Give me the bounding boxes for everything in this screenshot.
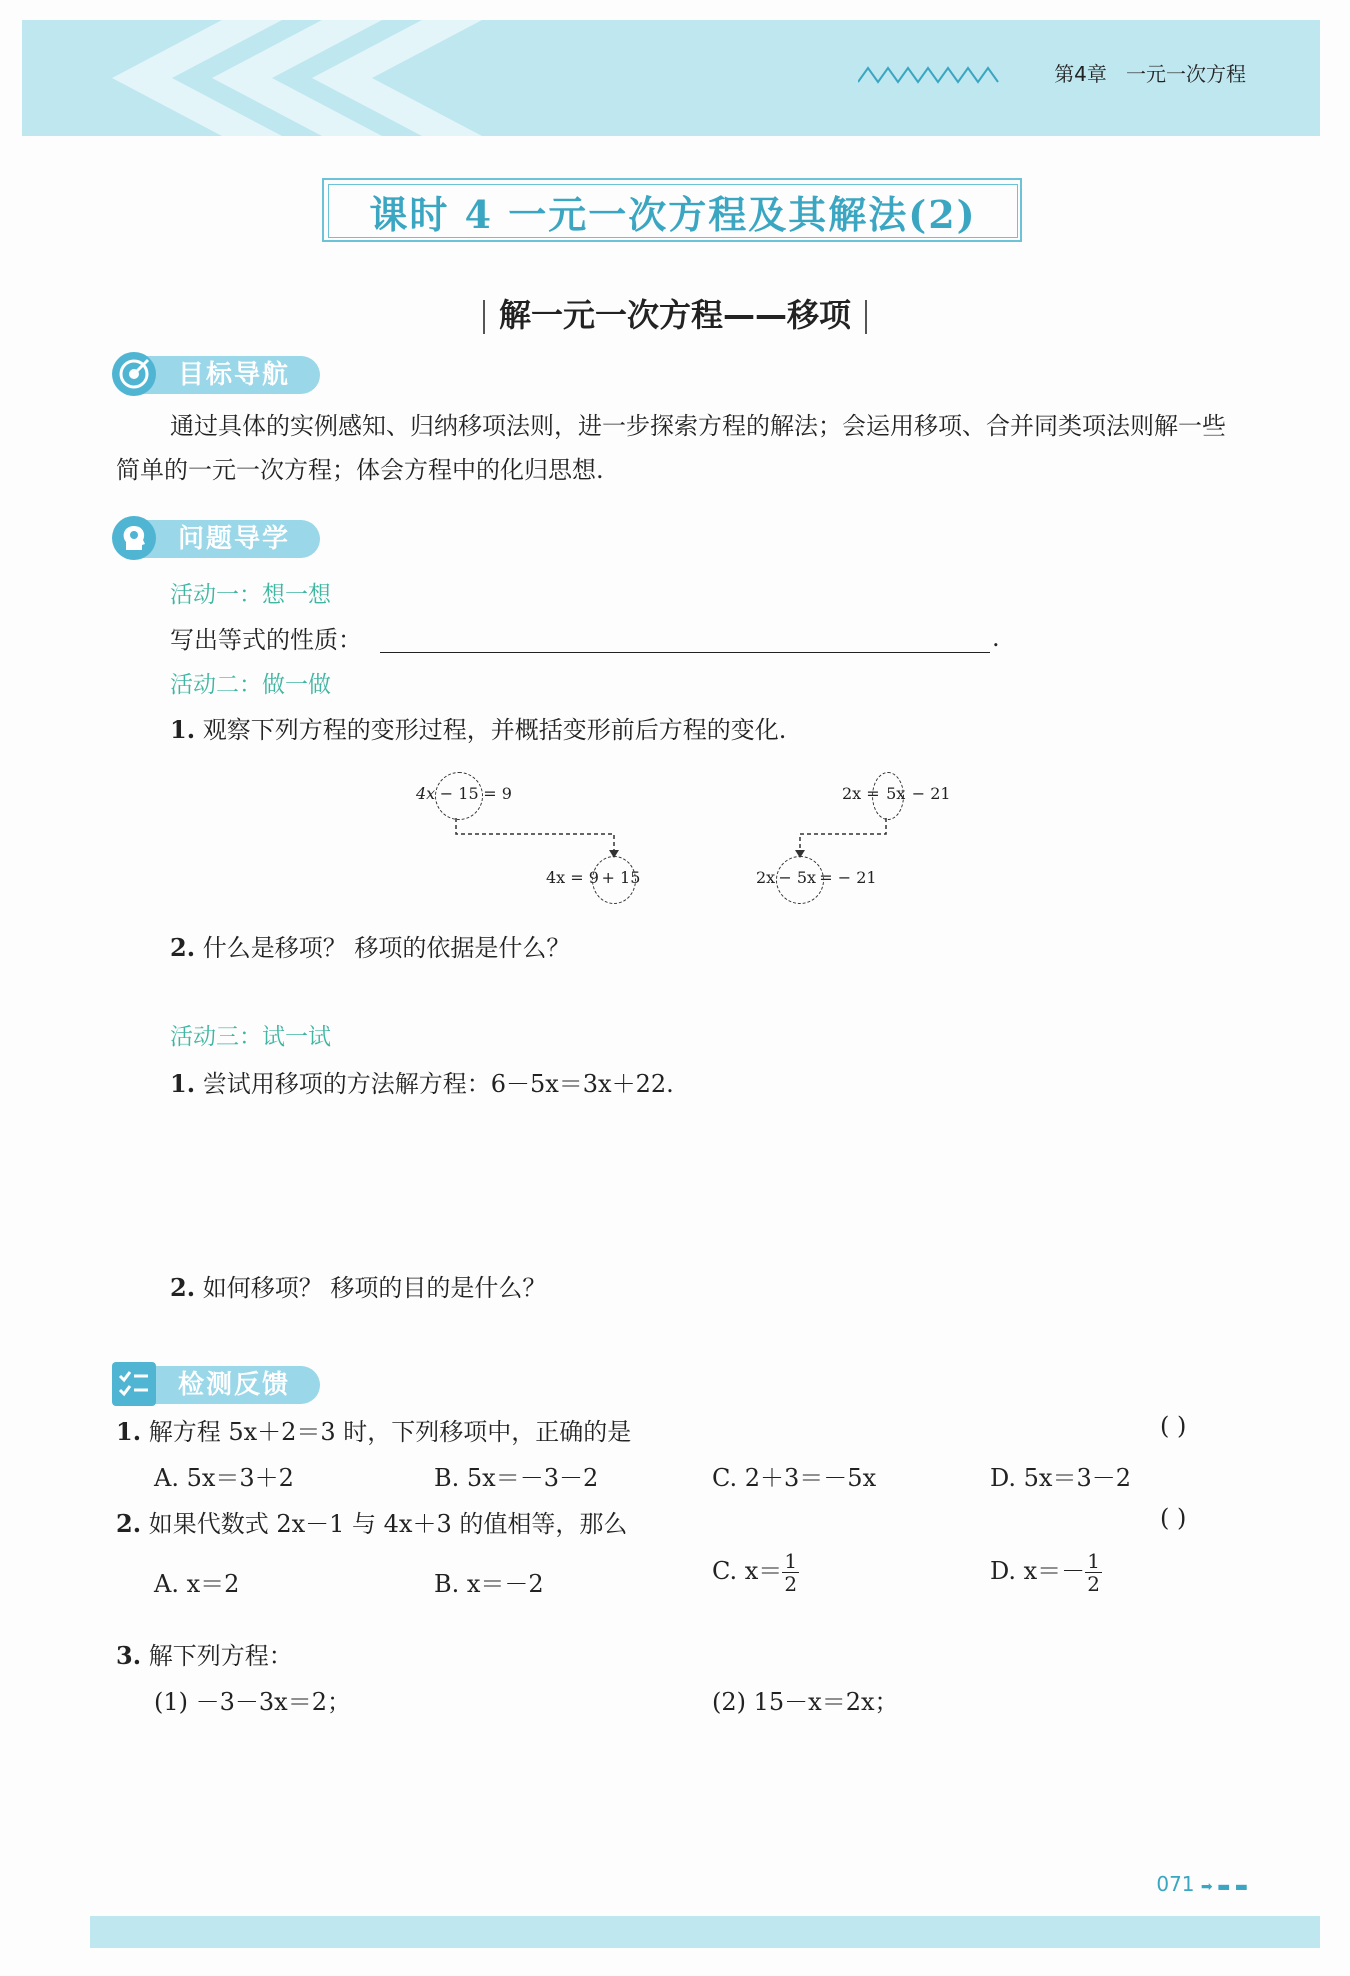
- frac-numerator: 1: [784, 1549, 798, 1573]
- goals-text: 通过具体的实例感知、归纳移项法则，进一步探索方程的解法；会运用移项、合并同类项法则解一些简单的一元一次方程；体会方程中的化归思想.: [116, 412, 1226, 484]
- feedback-label: 检测反馈: [142, 1366, 320, 1404]
- q-number: 3.: [116, 1641, 142, 1670]
- q-text: 如果代数式 2x－1 与 4x＋3 的值相等，那么: [148, 1510, 628, 1538]
- goals-section-tag: [112, 352, 352, 396]
- option-b[interactable]: B. x＝－2: [434, 1570, 544, 1598]
- option-a[interactable]: A. x＝2: [154, 1570, 240, 1598]
- q-number: 1.: [170, 1069, 196, 1098]
- q-text: 如何移项？ 移项的目的是什么？: [202, 1274, 547, 1302]
- dashed-circle: [435, 772, 483, 820]
- answer-blank-line[interactable]: [380, 652, 990, 653]
- activity1-prompt: [170, 620, 362, 655]
- page-number-text: 071: [1156, 1872, 1195, 1896]
- activity1-title: 活动一：想一想: [170, 582, 331, 608]
- feedback-q2: [116, 1504, 627, 1539]
- option-label: D. x＝－: [990, 1557, 1086, 1585]
- term: − 21: [911, 784, 951, 803]
- q-text: 观察下列方程的变形过程，并概括变形前后方程的变化.: [202, 716, 787, 744]
- goals-label: 目标导航: [142, 356, 320, 394]
- option-c[interactable]: C. 2＋3＝－5x: [712, 1464, 877, 1492]
- feedback-q3: [116, 1636, 293, 1671]
- checklist-icon: [112, 1362, 156, 1406]
- activity2-q2: [170, 928, 570, 963]
- chapter-number: 第4章: [1054, 62, 1107, 86]
- q-text: 解下列方程：: [148, 1642, 293, 1670]
- subtitle-text: 解一元一次方程——移项: [498, 296, 851, 334]
- q-number: 2.: [170, 933, 196, 962]
- term: = 9: [483, 784, 512, 803]
- subquestion-1: (1) －3－3x＝2；: [154, 1688, 351, 1716]
- q-number: 1.: [170, 715, 196, 744]
- activity2-q1: [170, 710, 786, 745]
- dashed-circle: [872, 772, 904, 820]
- option-label: C. x＝: [712, 1557, 783, 1585]
- term: = − 21: [819, 868, 877, 887]
- footer-band: [90, 1916, 1320, 1948]
- head-gear-icon: [112, 516, 156, 560]
- answer-paren[interactable]: ( ): [1160, 1504, 1187, 1532]
- section-subtitle: [0, 290, 1350, 336]
- term: 4x = 9: [546, 868, 599, 887]
- fraction: [1085, 1550, 1102, 1595]
- term: 2x =: [842, 784, 880, 803]
- frac-denominator: 2: [784, 1572, 798, 1596]
- activity3-title: 活动三：试一试: [170, 1024, 331, 1050]
- q-number: 1.: [116, 1417, 142, 1446]
- chapter-header: [1054, 58, 1246, 87]
- guide-section-tag: [112, 516, 352, 560]
- mountain-pattern: [858, 64, 1008, 84]
- frac-denominator: 2: [1087, 1572, 1100, 1596]
- subquestion-2: (2) 15－x＝2x；: [712, 1688, 899, 1716]
- activity3-q2: [170, 1268, 546, 1303]
- q-number: 2.: [170, 1273, 196, 1302]
- activity3-q1: [170, 1064, 674, 1099]
- q-text: 什么是移项？ 移项的依据是什么？: [202, 934, 571, 962]
- lesson-title-box: [322, 178, 1022, 242]
- answer-paren[interactable]: ( ): [1160, 1412, 1187, 1440]
- target-icon: [112, 352, 156, 396]
- option-c[interactable]: [712, 1550, 799, 1595]
- term-circled: 5x: [886, 784, 906, 803]
- term-circled: + 15: [601, 868, 641, 887]
- option-d[interactable]: D. 5x＝3－2: [990, 1464, 1131, 1492]
- guide-label: 问题导学: [142, 520, 320, 558]
- frac-numerator: 1: [1087, 1549, 1100, 1573]
- activity2-title: 活动二：做一做: [170, 672, 331, 698]
- chapter-title: 一元一次方程: [1126, 62, 1246, 86]
- term-circled: − 15: [439, 784, 479, 803]
- term-circled: − 5x: [778, 868, 817, 887]
- dashed-circle: [592, 856, 636, 904]
- q-number: 2.: [116, 1509, 142, 1538]
- activity1-end: .: [992, 624, 1000, 652]
- page-number: 071 ➡ ▬ ▬: [1156, 1872, 1248, 1896]
- option-d[interactable]: [990, 1550, 1102, 1595]
- dashed-circle: [776, 856, 824, 904]
- term: 4x: [416, 784, 436, 803]
- lesson-title: 课时 4 一元一次方程及其解法(2): [328, 184, 1018, 238]
- q-text: 尝试用移项的方法解方程：6－5x＝3x＋22.: [202, 1070, 674, 1098]
- q-text: 解方程 5x＋2＝3 时，下列移项中，正确的是: [148, 1418, 632, 1446]
- term: 2x: [756, 868, 776, 887]
- activity1-prompt-text: 写出等式的性质：: [170, 626, 362, 654]
- feedback-q1: [116, 1412, 631, 1447]
- feedback-section-tag: [112, 1362, 352, 1406]
- option-b[interactable]: B. 5x＝－3－2: [434, 1464, 599, 1492]
- option-a[interactable]: A. 5x＝3＋2: [154, 1464, 294, 1492]
- fraction: [782, 1550, 799, 1595]
